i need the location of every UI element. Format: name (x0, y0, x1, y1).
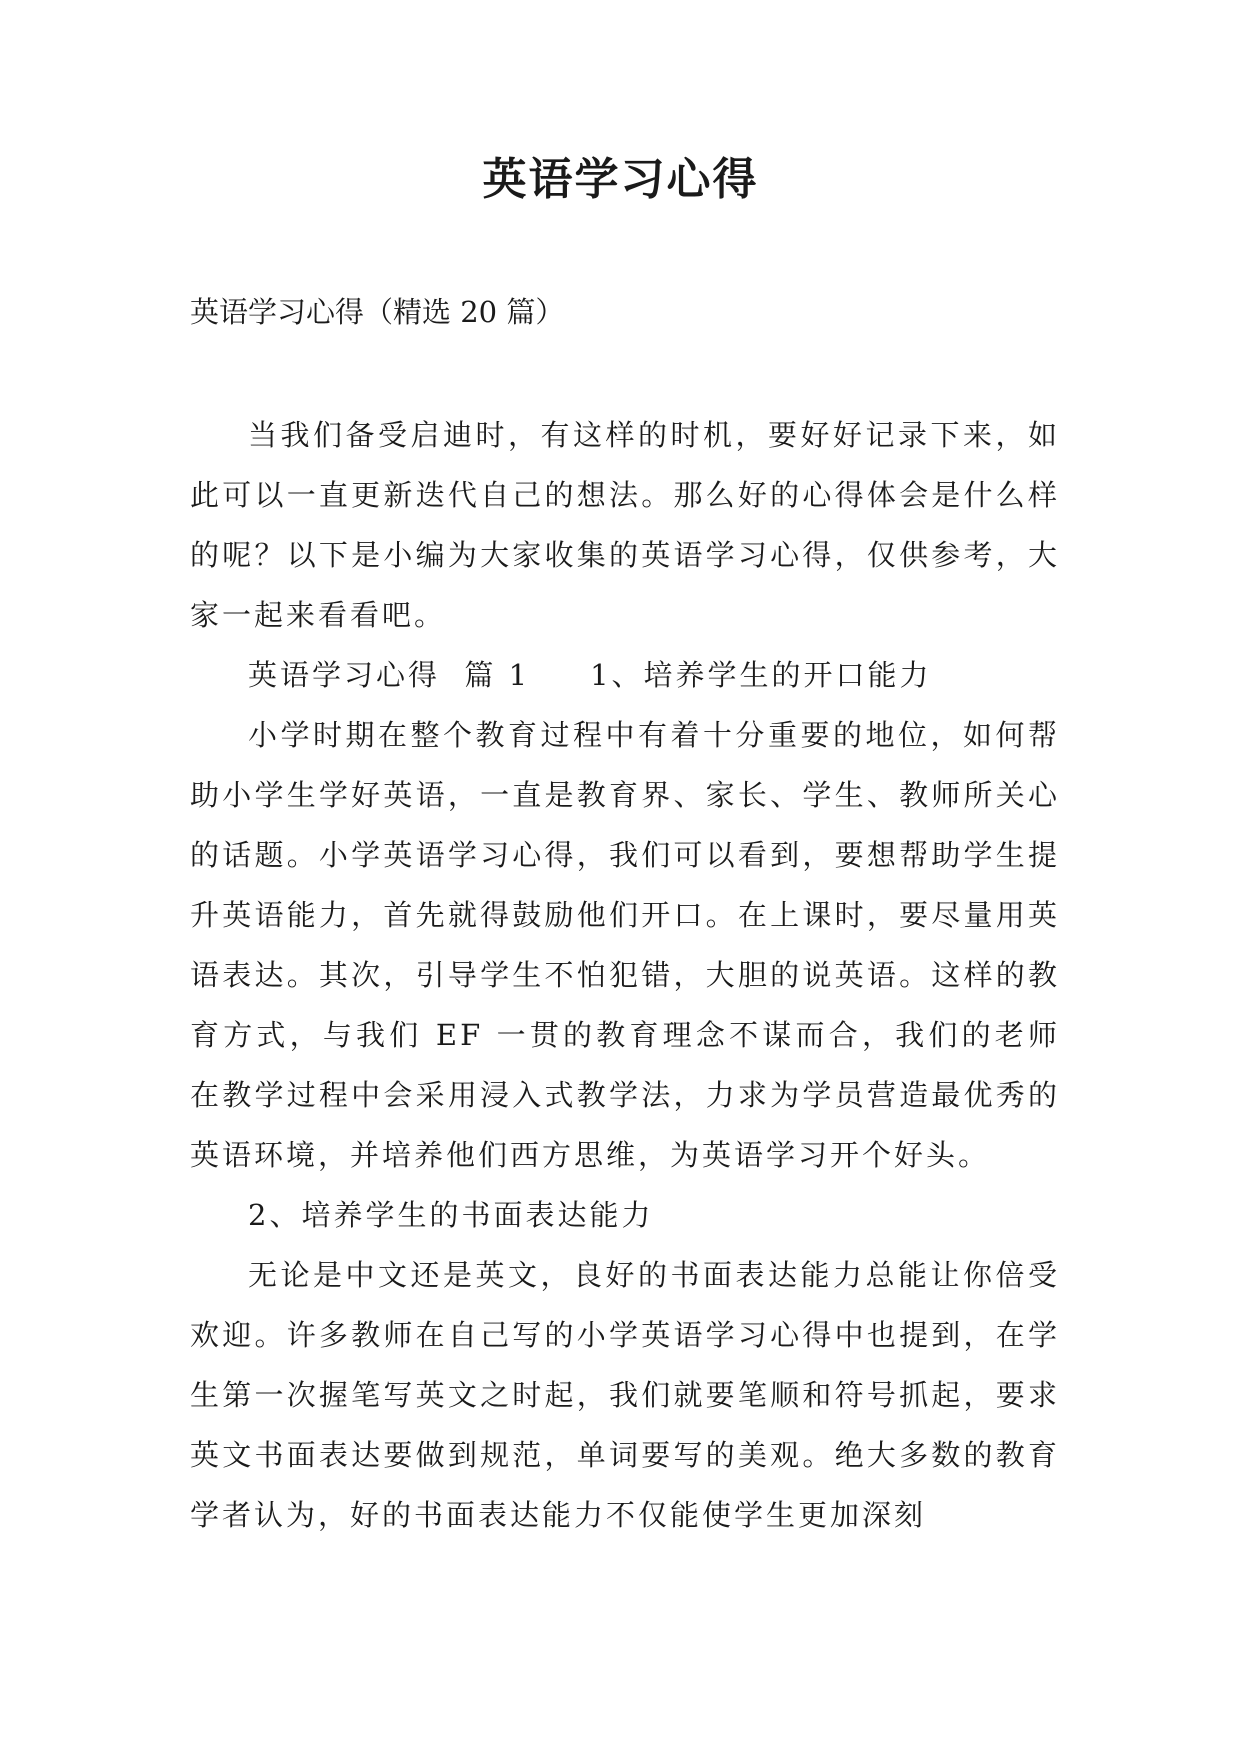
point1-paragraph: 小学时期在整个教育过程中有着十分重要的地位，如何帮助小学生学好英语，一直是教育界、家长、学生、教师所关心的话题。小学英语学习心得，我们可以看到，要想帮助学生提升英语能力，首先就得鼓励他们开口。在上课时，要尽量用英语表达。其次，引导学生不怕犯错，大胆的说英语。这样的教育方式，与我们 EF 一贯的教育理念不谋而合，我们的老师在教学过程中会采用浸入式教学法，力求为学员营造最优秀的英语环境，并培养他们西方思维，为英语学习开个好头。 (190, 718, 1060, 1172)
intro-paragraph: 当我们备受启迪时，有这样的时机，要好好记录下来，如此可以一直更新迭代自己的想法。那么好的心得体会是什么样的呢？以下是小编为大家收集的英语学习心得，仅供参考，大家一起来看看吧。 (190, 418, 1060, 632)
section-label: 英语学习心得 篇 1 (248, 658, 531, 692)
document-body (190, 405, 1060, 1545)
point2-heading: 2、培养学生的书面表达能力 (248, 1198, 654, 1232)
point2-paragraph: 无论是中文还是英文，良好的书面表达能力总能让你倍受欢迎。许多教师在自己写的小学英语学习心得中也提到，在学生第一次握笔写英文之时起，我们就要笔顺和符号抓起，要求英文书面表达要做到规范，单词要写的美观。绝大多数的教育学者认为，好的书面表达能力不仅能使学生更加深刻 (190, 1258, 1060, 1532)
document-title: 英语学习心得 (482, 154, 759, 205)
point1-heading: 1、培养学生的开口能力 (590, 658, 932, 692)
document-subtitle: 英语学习心得（精选 20 篇） (190, 295, 565, 329)
section-heading-line (190, 645, 1060, 705)
